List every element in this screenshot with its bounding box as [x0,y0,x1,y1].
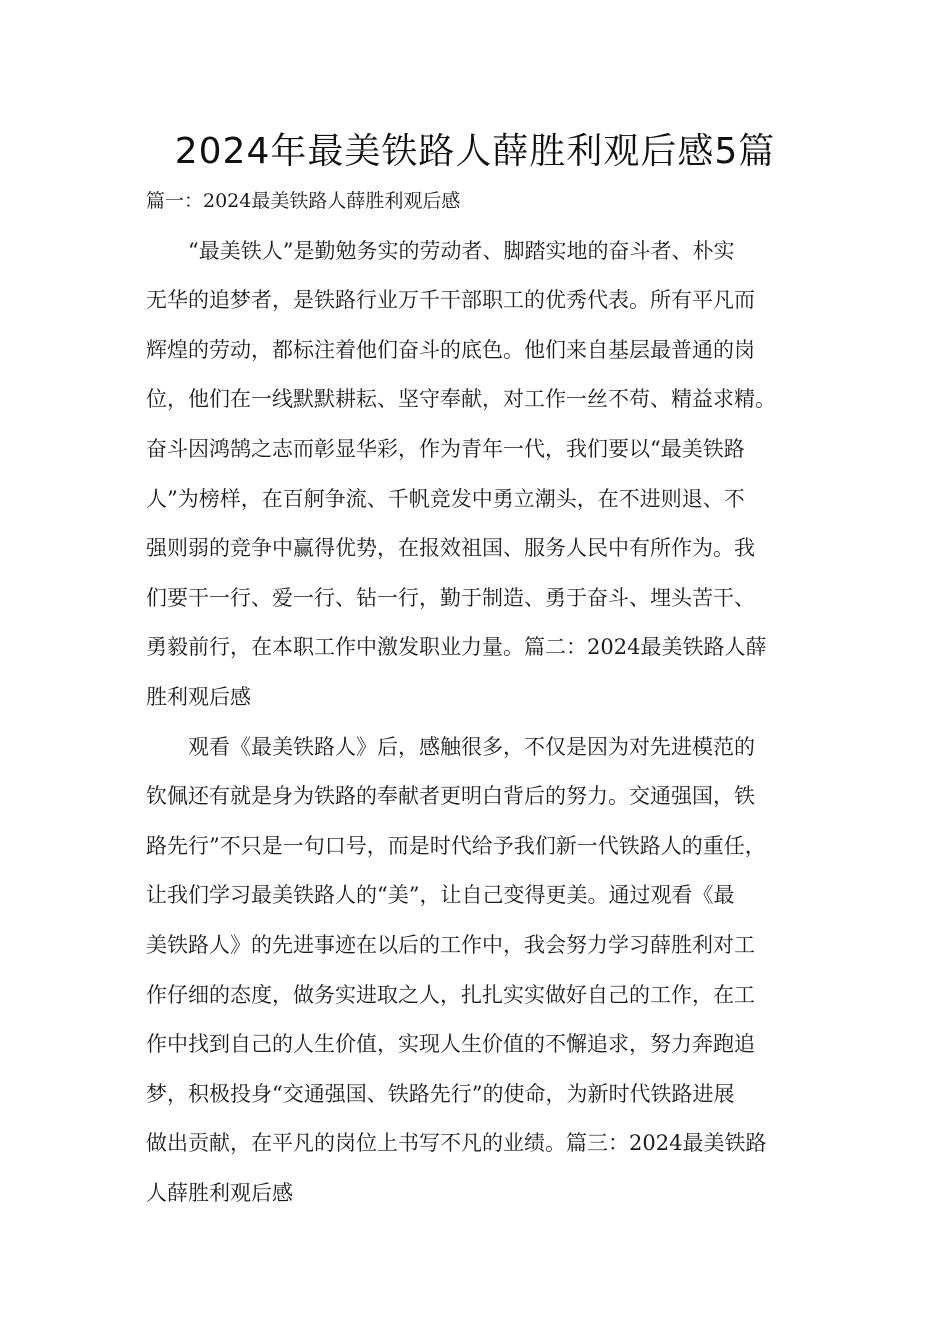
text-line: 辉煌的劳动，都标注着他们奋斗的底色。他们来自基层最普通的岗 [146,337,755,362]
text-line: 强则弱的竞争中赢得优势，在报效祖国、服务人民中有所作为。我 [146,536,755,561]
text-line: 奋斗因鸿鹄之志而彰显华彩，作为青年一代，我们要以“最美铁路 [146,436,745,461]
text-line: 观看《最美铁路人》后，感触很多，不仅是因为对先进模范的 [146,734,755,759]
section-heading-1: 篇一：2024最美铁路人薛胜利观后感 [146,190,461,212]
text-line: 美铁路人》的先进事迹在以后的工作中，我会努力学习薛胜利对工 [146,932,755,957]
text-line: “最美铁人”是勤勉务实的劳动者、脚踏实地的奋斗者、朴实 [146,238,735,263]
text-line: 钦佩还有就是身为铁路的奉献者更明白背后的努力。交通强国，铁 [146,784,755,809]
text-line: 人”为榜样，在百舸争流、千帆竞发中勇立潮头，在不进则退、不 [146,486,745,511]
text-line: 位，他们在一线默默耕耘、坚守奉献，对工作一丝不苟、精益求精。 [146,387,776,412]
text-line: 勇毅前行，在本职工作中激发职业力量。篇二：2024最美铁路人薛 [146,635,767,660]
text-line: 梦，积极投身“交通强国、铁路先行”的使命，为新时代铁路进展 [146,1081,735,1106]
document-title: 2024年最美铁路人薛胜利观后感5篇 [174,131,776,172]
document-body [146,186,822,1227]
text-line: 让我们学习最美铁路人的“美”，让自己变得更美。通过观看《最 [146,883,735,908]
text-line: 做出贡献，在平凡的岗位上书写不凡的业绩。篇三：2024最美铁路 [146,1131,767,1156]
text-line: 路先行”不只是一句口号，而是时代给予我们新一代铁路人的重任， [146,833,766,858]
text-line: 无华的追梦者，是铁路行业万千干部职工的优秀代表。所有平凡而 [146,288,755,313]
text-line: 们要干一行、爱一行、钻一行，勤于制造、勇于奋斗、埋头苦干、 [146,585,755,610]
text-line: 作仔细的态度，做务实进取之人，扎扎实实做好自己的工作，在工 [146,982,755,1007]
text-line: 作中找到自己的人生价值，实现人生价值的不懈追求，努力奔跑追 [146,1032,755,1057]
text-line: 人薛胜利观后感 [146,1180,293,1205]
text-line: 胜利观后感 [146,684,251,709]
